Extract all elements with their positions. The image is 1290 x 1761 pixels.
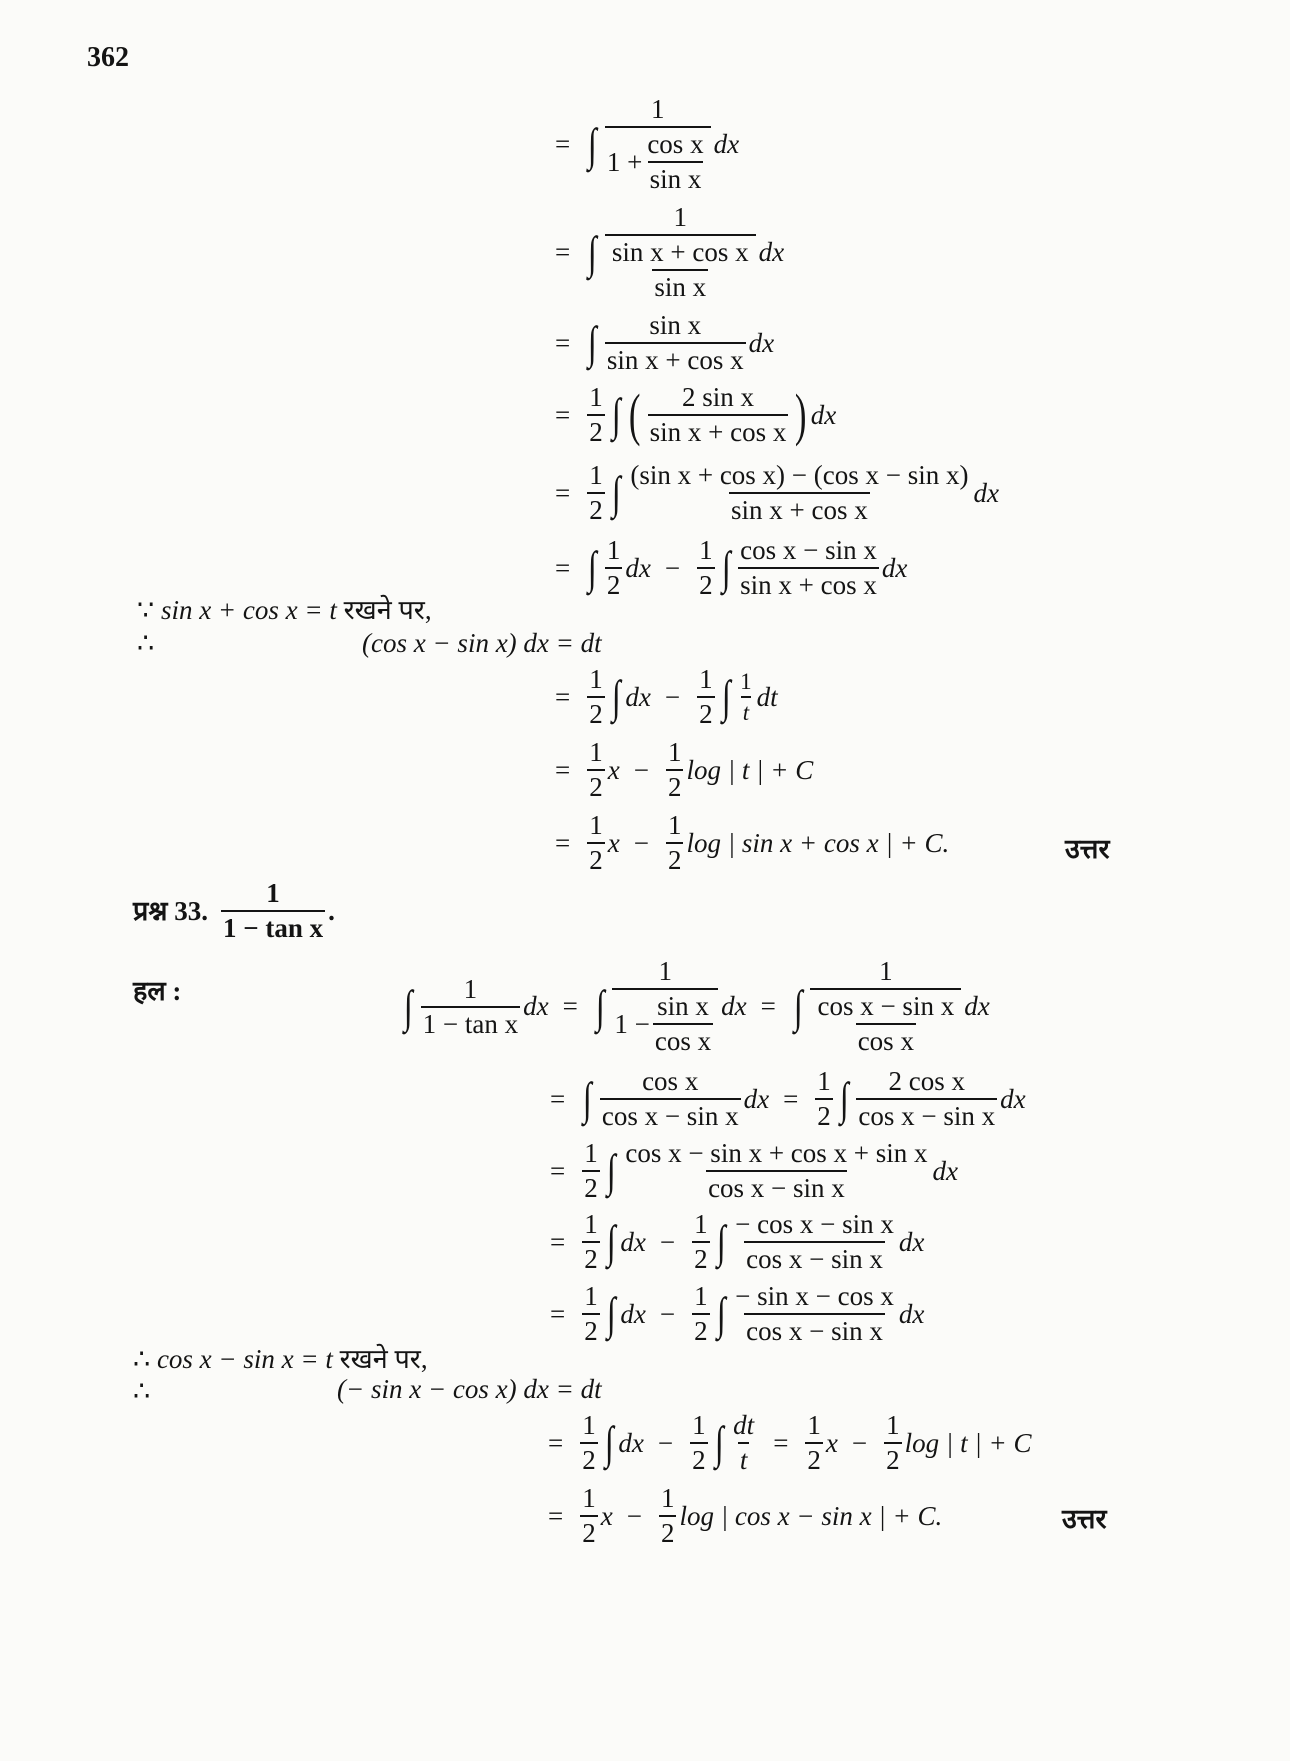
q32-step-6: = ∫ $\frac{1}{2}$ dx − $\frac{1}{2}$ ∫ $\frac{\text{cos x − sin x}}{\text{sin x + cos x}}$ dx [555, 535, 908, 600]
q32-step-2: = ∫ $\frac{1}{\frac{\text{sin x + cos x}}{\text{sin x}}}$ dx [555, 202, 785, 302]
q33-step-6: = $\frac{1}{2}$ ∫ dx − $\frac{1}{2}$ ∫ $\frac{dt}{t}$ = $\frac{1}{2}$ x − $\frac{1}{2}$ log | t | + C [548, 1410, 1032, 1475]
q33-therefore: ∴ [133, 1376, 151, 1406]
q32-step-7: = $\frac{1}{2}$ ∫ dx − $\frac{1}{2}$ ∫ $\frac{1}{t}$ dt [555, 664, 778, 729]
q33-final: = $\frac{1}{2}$ x − $\frac{1}{2}$ log | cos x − sin x | + C. [548, 1483, 943, 1548]
q32-step-1: = ∫ 1 1 + $\frac{\text{cos x}}{\text{sin x}}$ dx [555, 94, 740, 194]
answer-label: उत्तर [1065, 834, 1110, 864]
q32-step-3: = ∫ $\frac{\text{sin x}}{\text{sin x + cos x}}$ dx [555, 310, 775, 375]
q32-therefore: ∴ [137, 628, 155, 658]
q33-substitution: ∴ cos x − sin x = t रखने पर, [133, 1344, 428, 1374]
q32-step-8: = $\frac{1}{2}$ x − $\frac{1}{2}$ log | t | + C [555, 737, 814, 802]
question-33: प्रश्न 33. $\frac{1}{\text{1 − tan x}}$ . [133, 878, 335, 943]
q32-final: = $\frac{1}{2}$ x − $\frac{1}{2}$ log | sin x + cos x | + C. [555, 810, 950, 875]
q33-step-2: = ∫ $\frac{\text{cos x}}{\text{cos x − sin x}}$ dx = $\frac{1}{2}$ ∫ $\frac{\text{2 cos x}}{\text{cos x − sin x}}$ dx [550, 1066, 1026, 1131]
q33-step-4: = $\frac{1}{2}$ ∫ dx − $\frac{1}{2}$ ∫ $\frac{\text{− cos x − sin x}}{\text{cos x − sin x}}$ dx [550, 1209, 925, 1274]
page-number: 362 [87, 42, 129, 73]
solution-label: हल : [133, 976, 182, 1006]
q32-substitution: ∵ sin x + cos x = t रखने पर, [137, 595, 432, 625]
q32-step-5: = $\frac{1}{2}$ ∫ $\frac{\text{(sin x + cos x) − (cos x − sin x)}}{\text{sin x + cos x}}$ dx [555, 460, 999, 525]
q33-step-5: = $\frac{1}{2}$ ∫ dx − $\frac{1}{2}$ ∫ $\frac{\text{− sin x − cos x}}{\text{cos x − sin x}}$ dx [550, 1281, 925, 1346]
q33-step-3: = $\frac{1}{2}$ ∫ $\frac{\text{cos x − sin x + cos x + sin x}}{\text{cos x − sin x}}$ dx [550, 1138, 959, 1203]
q33-differential: (− sin x − cos x) dx = dt [337, 1374, 602, 1404]
answer-label-q33: उत्तर [1062, 1504, 1107, 1534]
q32-differential: (cos x − sin x) dx = dt [362, 628, 602, 658]
q33-step-1: ∫ $\frac{1}{\text{1 − tan x}}$ dx = ∫ 1 1 − $\frac{\text{sin x}}{\text{cos x}}$ dx = ∫ $\frac{1}{\frac{\text{cos x − sin x}}{\text{cos x}}}$ dx [403, 956, 990, 1056]
q32-step-4: = $\frac{1}{2}$ ∫ ( $\frac{\text{2 sin x}}{\text{sin x + cos x}}$ ) dx [555, 382, 837, 447]
